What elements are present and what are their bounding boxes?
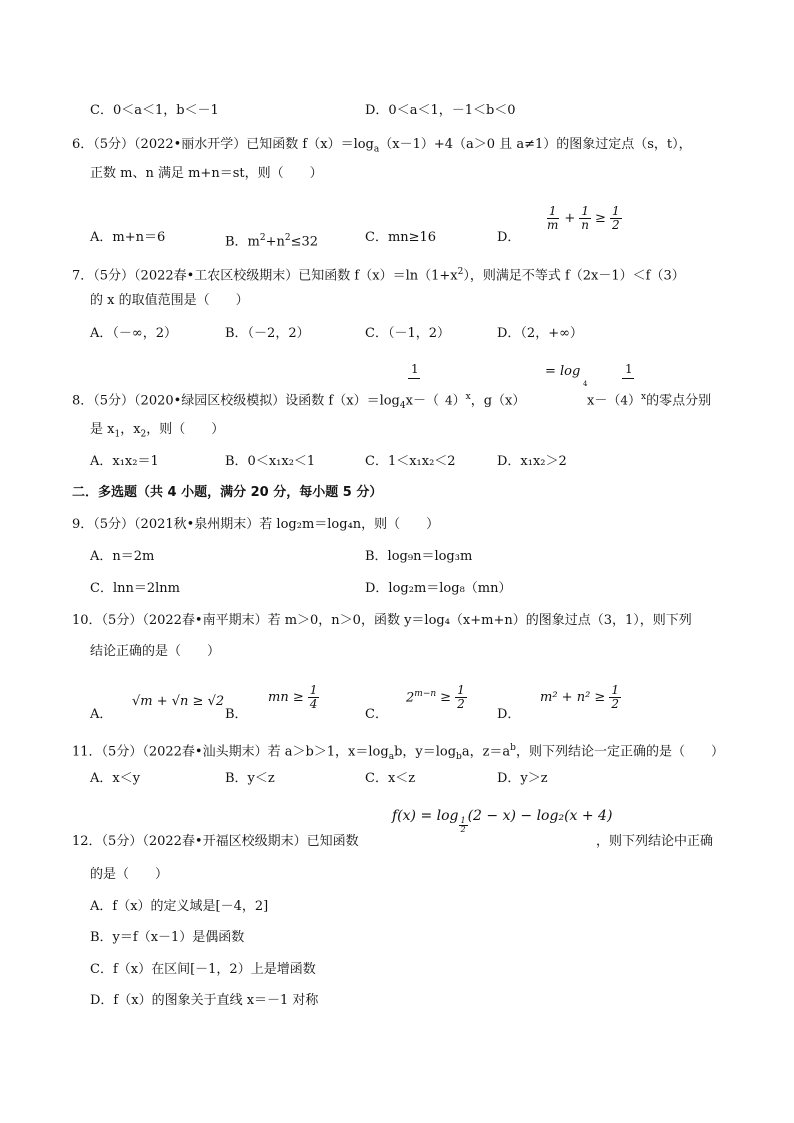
q10-option-d-math: m² + n² ≥ $\frac{1}{2}$ [540,683,619,711]
q7-option-d: D．（2，+∞） [497,326,583,341]
q6-b-c: ≤32 [290,234,319,250]
q7-text-b: ），则满足不等式 f（2x－1）＜f（3） [463,268,685,284]
q6-text-a: 6．（5分）（2022•丽水开学）已知函数 f（x）＝log [72,137,374,152]
q11-option-c: C．x＜z [365,771,416,786]
q7-option-c: C．（－1，2） [365,326,450,341]
q8-option-c: C．1＜x₁x₂＜2 [365,454,456,469]
q7-stem-line1: 7．（5分）（2022春•工农区校级期末）已知函数 $f(x)=\ln(1+x^2)$，则满足不等式 f（2x－1）＜f（3） [72,267,685,284]
q6-log-base: a [373,144,380,155]
q9-option-a: A．n＝2m [90,549,155,564]
q7-option-a: A．（－∞，2） [90,326,177,341]
q6-option-c: C．mn≥16 [365,230,437,245]
q11-stem: 11．（5分）（2022春•汕头期末）若 a＞b＞1，$x=\log_ab$，$y=\log_ba$，$z=a^b$，则下列结论一定正确的是（ ） [72,743,724,762]
q7-text-a: 7．（5分）（2022春•工农区校级期末）已知函数 f（x）＝ln（1+x [72,268,458,284]
q10-option-c-math: $2^{m-n}$ ≥ $\frac{1}{2}$ [406,683,465,711]
q8-g-tail: $x-(4)^x$的零点分别 [587,392,712,409]
q12-formula: f(x) = log $\frac{1}{2}$ (2 − x) − log₂(x + 4) [392,808,613,834]
q6-option-d-label: D． [497,230,521,245]
q11-option-d: D．y＞z [497,771,548,786]
q8-text-a: 8．（5分）（2020•绿园区校级模拟）设函数 f（x）＝log [72,393,400,409]
q10-option-a-math: √m + √n ≥ √2 [132,694,225,709]
q10-option-b-math: mn ≥ $\frac{1}{4}$ [268,683,318,711]
q9-option-c: C．lnn＝2lnm [90,581,180,596]
q8-g-eq: = log [545,364,581,379]
q6-b-a: B．m [225,234,260,250]
q7-option-b: B．（－2，2） [225,326,310,341]
q9-option-b: B．log₉n＝log₃m [365,549,473,564]
q6-option-d-math: $\frac{1}{m}$ + $\frac{1}{n}$ ≥ $\frac{1}{2}$ [547,204,620,232]
q7-stem-line2: 的 x 的取值范围是（ ） [90,293,249,308]
q8-text-b: x－（ [405,393,439,409]
q10-stem-line2: 结论正确的是（ ） [90,644,221,659]
q6-text-b: （x－1）+4（a＞0 且 a≠1）的图象过定点（s，t）， [379,137,692,152]
q6-stem-line1 [72,136,692,159]
q5-option-d: D．0＜a＜1，－1＜b＜0 [365,103,516,118]
q8-option-b: B．0＜x₁x₂＜1 [225,454,316,469]
q6-b-b: +n [265,234,285,250]
q10-option-a-label: A． [90,707,113,722]
q12-stem-line2: 的是（ ） [90,867,169,882]
q10-option-c-label: C． [365,707,388,722]
q8-stem-line2: 是 $x_1$，$x_2$，则（ ） [90,422,225,440]
q6-stem-line2: 正数 m、n 满足 m+n＝st，则（ ） [90,166,323,181]
q11-option-b: B．y＜z [225,771,275,786]
q5-option-c: C．0＜a＜1，b＜－1 [90,103,219,118]
q8-option-a: A．x₁x₂＝1 [90,454,159,469]
q10-stem-line1: 10．（5分）（2022春•南平期末）若 m＞0，n＞0，函数 y＝log₄（x+m+n）的图象过点（3，1），则下列 [72,613,692,628]
q10-option-b-label: B． [225,707,248,722]
q8-frac1-bar [408,378,420,379]
q8-frac1-num: 1 [411,362,419,376]
q6-option-a: A．m+n＝6 [90,230,166,245]
q8-stem-line1: 8．（5分）（2020•绿园区校级模拟）设函数 $f(x)=\log_4x-$（ 4）$^x$，g（x） [72,392,526,411]
q12-stem-line1b: ，则下列结论中正确 [596,834,714,849]
q9-option-d: D．log₂m＝log₈（mn） [365,581,512,596]
q12-option-b: B．y＝f（x－1）是偶函数 [90,930,245,945]
q12-option-d: D．f（x）的图象关于直线 x＝－1 对称 [90,993,319,1008]
q8-frac2-num: 1 [625,362,633,376]
q8-frac2-bar [622,378,634,379]
q6-option-b: B．$m^2+n^2\le 32$ [225,233,319,250]
q8-option-d: D．x₁x₂＞2 [497,454,567,469]
q8-g-base-sub: 4 [583,380,588,388]
q12-stem-line1a: 12．（5分）（2022春•开福区校级期末）已知函数 [72,834,359,849]
q12-option-c: C．f（x）在区间[－1，2）上是增函数 [90,962,316,977]
q10-option-d-label: D． [497,707,521,722]
q11-option-a: A．x＜y [90,771,141,786]
q9-stem: 9．（5分）（2021秋•泉州期末）若 log₂m＝log₄n，则（ ） [72,517,440,532]
section-2-title: 二．多选题（共 4 小题，满分 20 分，每小题 5 分） [72,485,383,500]
q12-option-a: A．f（x）的定义域是[－4，2] [90,899,269,914]
